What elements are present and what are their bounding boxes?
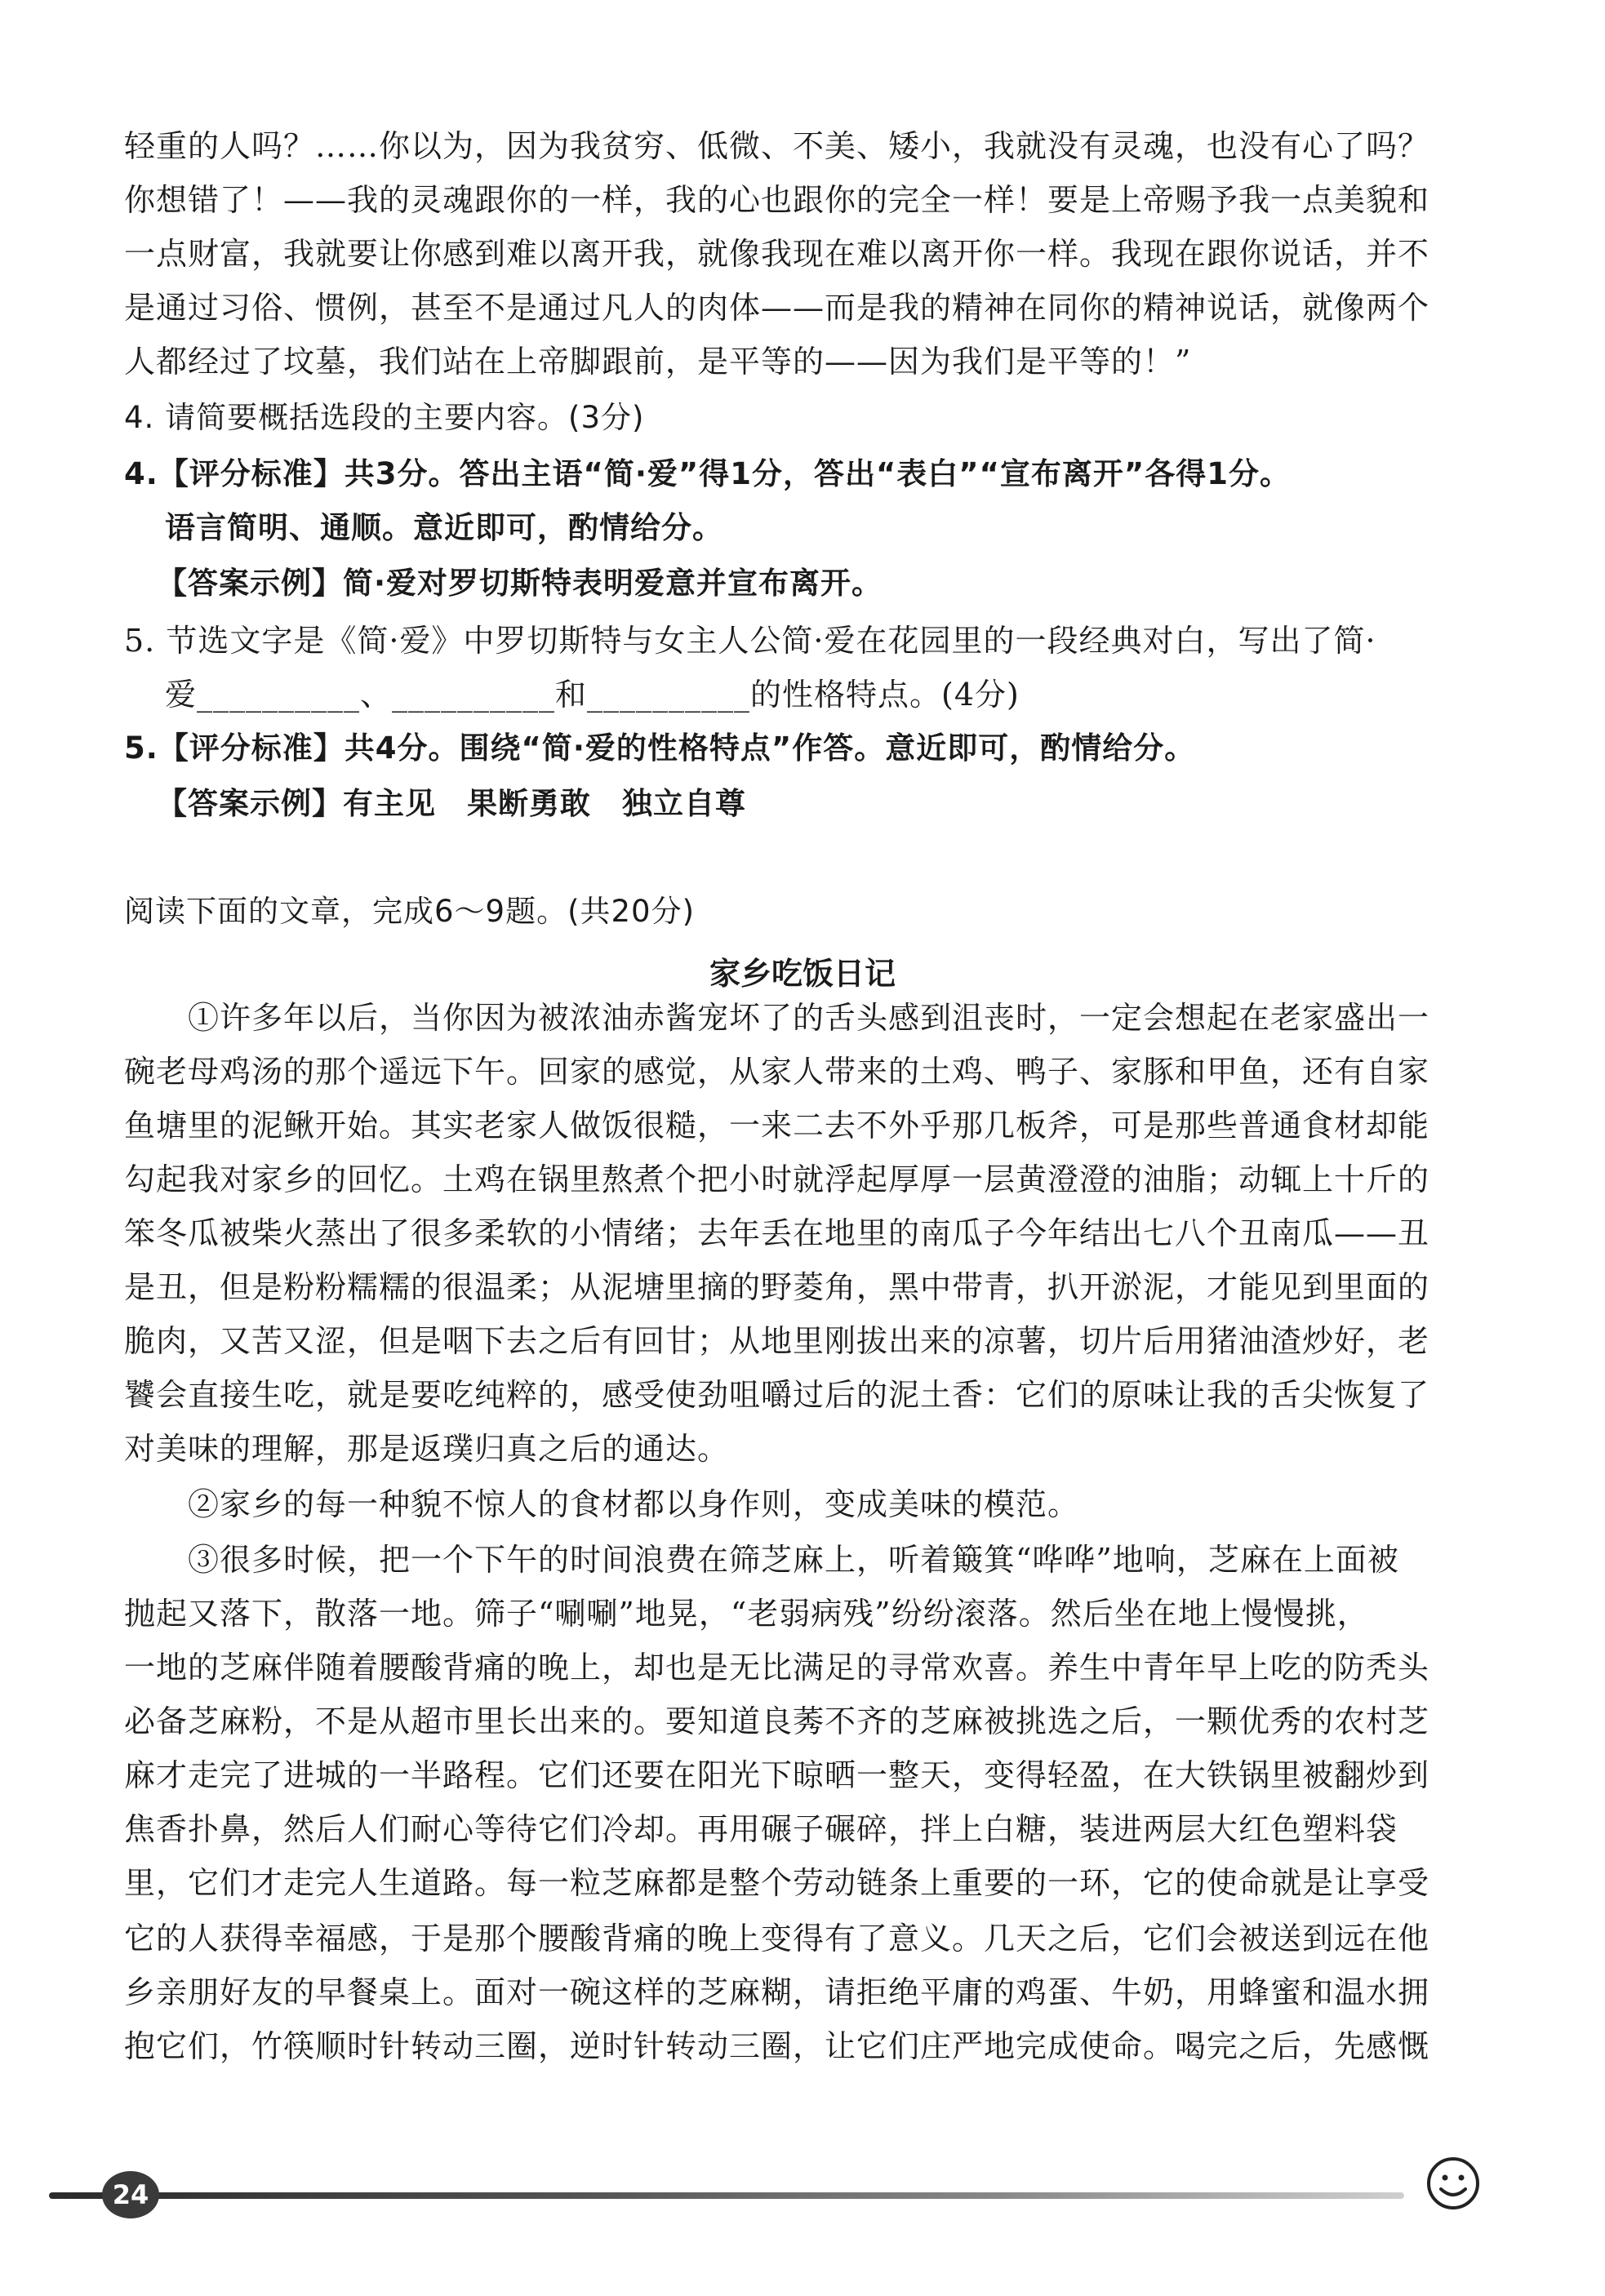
question-4-text: 4. 请简要概括选段的主要内容。(3分) [124, 400, 645, 435]
article-line: 笨冬瓜被柴火蒸出了很多柔软的小情绪；去年丢在地里的南瓜子今年结出七八个丑南瓜——丑 [124, 1215, 1430, 1251]
passage-line: 一点财富，我就要让你感到难以离开我，就像我现在难以离开你一样。我现在跟你说话，并不 [124, 236, 1430, 272]
article-line: 鱼塘里的泥鳅开始。其实老家人做饭很糙，一来二去不外乎那几板斧，可是那些普通食材却能 [124, 1108, 1430, 1144]
article-line: 是丑，但是粉粉糯糯的很温柔；从泥塘里摘的野菱角，黑中带青，扒开淤泥，才能见到里面的 [124, 1269, 1430, 1305]
article-line: ③很多时候，把一个下午的时间浪费在筛芝麻上，听着簸箕“哗哗”地响，芝麻在上面被 [124, 1542, 1399, 1578]
article-line: 碗老母鸡汤的那个遥远下午。回家的感觉，从家人带来的土鸡、鸭子、家豚和甲鱼，还有自家 [124, 1054, 1430, 1090]
section-intro-text: 阅读下面的文章，完成6～9题。(共20分) [124, 894, 696, 929]
page-number: 24 [102, 2171, 159, 2218]
article-line: 抛起又落下，散落一地。筛子“唰唰”地晃，“老弱病残”纷纷滚落。然后坐在地上慢慢挑， [124, 1596, 1369, 1632]
article-line: 抱它们，竹筷顺时针转动三圈，逆时针转动三圈，让它们庄严地完成使命。喝完之后，先感慨 [124, 2028, 1430, 2064]
article-title: 家乡吃饭日记 [709, 956, 896, 992]
question-5-text-cont: 爱__________、__________和__________的性格特点。(4分) [165, 677, 1020, 713]
article-line: 对美味的理解，那是返璞归真之后的通达。 [124, 1431, 730, 1467]
passage-line: 轻重的人吗？……你以为，因为我贫穷、低微、不美、矮小，我就没有灵魂，也没有心了吗？ [124, 128, 1430, 164]
article-line: 勾起我对家乡的回忆。土鸡在锅里熬煮个把小时就浮起厚厚一层黄澄澄的油脂；动辄上十斤的 [124, 1161, 1430, 1197]
article-line: 一地的芝麻伴随着腰酸背痛的晚上，却也是无比满足的寻常欢喜。养生中青年早上吃的防秃头 [124, 1650, 1430, 1685]
article-line: 必备芝麻粉，不是从超市里长出来的。要知道良莠不齐的芝麻被挑选之后，一颗优秀的农村芝 [124, 1703, 1430, 1739]
passage-line: 人都经过了坟墓，我们站在上帝脚跟前，是平等的——因为我们是平等的！” [124, 344, 1192, 380]
article-line: ②家乡的每一种貌不惊人的食材都以身作则，变成美味的模范。 [124, 1486, 1080, 1522]
footer-rule [49, 2192, 1404, 2199]
article-line: 麻才走完了进城的一半路程。它们还要在阳光下晾晒一整天，变得轻盈，在大铁锅里被翻炒到 [124, 1757, 1430, 1793]
question-4-standard: 4.【评分标准】共3分。答出主语“简·爱”得1分，答出“表白”“宣布离开”各得1分。 [124, 456, 1291, 491]
article-line: 它的人获得幸福感，于是那个腰酸背痛的晚上变得有了意义。几天之后，它们会被送到远在他 [124, 1921, 1430, 1956]
article-line: ①许多年以后，当你因为被浓油赤酱宠坏了的舌头感到沮丧时，一定会想起在老家盛出一 [124, 1000, 1430, 1036]
question-5-text: 5. 节选文字是《简·爱》中罗切斯特与女主人公简·爱在花园里的一段经典对白，写出了简· [124, 623, 1376, 659]
smiley-icon [1425, 2155, 1482, 2212]
question-4-standard-cont: 语言简明、通顺。意近即可，酌情给分。 [165, 510, 723, 545]
article-line: 焦香扑鼻，然后人们耐心等待它们冷却。再用碾子碾碎，拌上白糖，装进两层大红色塑料袋 [124, 1811, 1398, 1847]
passage-line: 是通过习俗、惯例，甚至不是通过凡人的肉体——而是我的精神在同你的精神说话，就像两个 [124, 290, 1430, 326]
article-line: 乡亲朋好友的早餐桌上。面对一碗这样的芝麻糊，请拒绝平庸的鸡蛋、牛奶，用蜂蜜和温水拥 [124, 1974, 1430, 2010]
question-4-answer-example: 【答案示例】简·爱对罗切斯特表明爱意并宣布离开。 [157, 566, 883, 601]
question-5-standard: 5.【评分标准】共4分。围绕“简·爱的性格特点”作答。意近即可，酌情给分。 [124, 731, 1196, 766]
article-line: 脆肉，又苦又涩，但是咽下去之后有回甘；从地里刚拔出来的凉薯，切片后用猪油渣炒好，老 [124, 1323, 1430, 1359]
question-5-answer-example: 【答案示例】有主见 果断勇敢 独立自尊 [157, 786, 746, 821]
article-line: 里，它们才走完人生道路。每一粒芝麻都是整个劳动链条上重要的一环，它的使命就是让享受 [124, 1865, 1430, 1901]
article-line: 饕会直接生吃，就是要吃纯粹的，感受使劲咀嚼过后的泥土香：它们的原味让我的舌尖恢复了 [124, 1377, 1430, 1413]
passage-line: 你想错了！——我的灵魂跟你的一样，我的心也跟你的完全一样！要是上帝赐予我一点美貌和 [124, 182, 1430, 218]
